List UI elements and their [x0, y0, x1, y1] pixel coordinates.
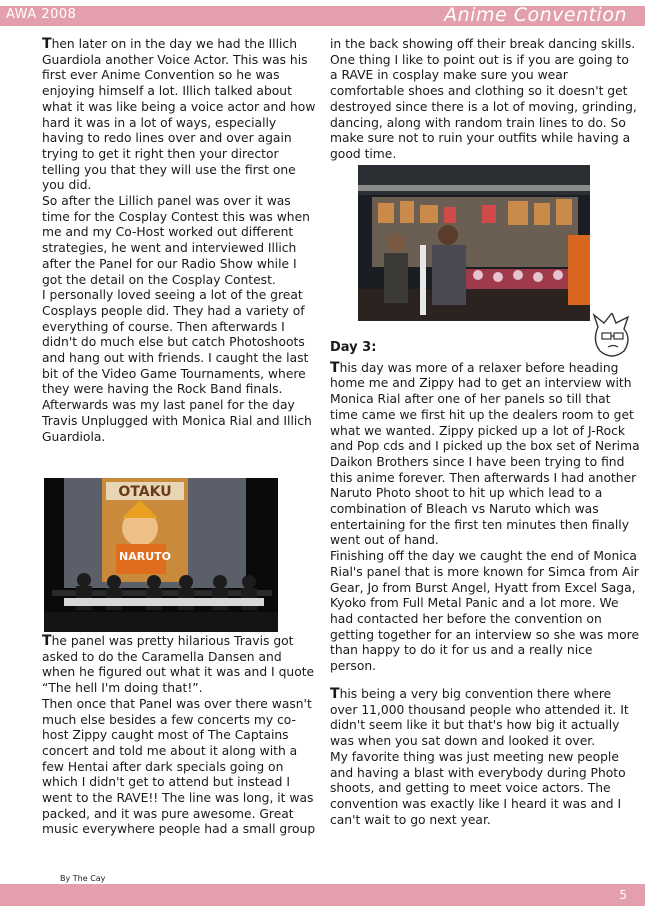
left-column-text: [42, 37, 317, 445]
paragraph: [42, 634, 317, 697]
footer-band: [0, 884, 645, 906]
paragraph: Finishing off the day we caught the end of Monica Rial's panel that is more known for Simca from Air Gear, Jo from Burst Angel, Hyatt from Excel Saga, Kyoko from Full Metal Panic and a lot more. We had contacted her before the convention on getting together for an interview so she was more than happy to do it for us and a really nice person.: [330, 549, 640, 674]
left-column-text-2: [42, 634, 317, 838]
chibi-face-icon: [590, 313, 636, 365]
page-number: 5: [619, 888, 627, 902]
paragraph: So after the Lillich panel was over it was time for the Cosplay Contest this was when me and my Co-Host worked out different strategies, he went and interviewed Illich after the Panel for our Radio Show while I got the detail on the Cosplay Contest.: [42, 194, 310, 287]
right-column-text: [330, 37, 640, 163]
drop-letter: T: [42, 633, 52, 649]
paragraph: I personally loved seeing a lot of the great Cosplays people did. They had a variety of everything of course. Then afterwards I didn't do much else but catch Photoshoots and hang out with friends. I caught the last bit of the Video Game Tournaments, where they were having the Rock Band finals. Afterwards was my last panel for the day Travis Unplugged with Monica Rial and Illich Guardiola.: [42, 288, 312, 444]
byline: By The Cay: [60, 874, 106, 883]
day3-heading: Day 3:: [330, 340, 377, 355]
paragraph: Then once that Panel was over there wasn't much else besides a few concerts my co-host Zippy caught most of The Captains concert and told me about it along with a few Hentai after dark specials going on which I didn't get to attend but instead I went to the RAVE!! The line was long, it was packed, and it was pure awesome. Great music everywhere people had a small group: [42, 696, 316, 837]
screen-word: NARUTO: [119, 550, 171, 563]
paragraph-rest: his being a very big convention there where over 11,000 thousand people who attended it. It didn't seem like it but that's how big it actually was when you sat down and looked it over.: [330, 687, 629, 749]
paragraph-rest: he panel was pretty hilarious Travis got asked to do the Caramella Dansen and when he figured out what it was and I quote “The hell I'm doing that!”.: [42, 634, 315, 696]
magazine-label: AWA 2008: [6, 7, 77, 22]
panel-photo: [44, 478, 278, 632]
paragraph: [330, 687, 640, 750]
screen-title: OTAKU: [118, 484, 172, 500]
day3-section: [330, 340, 640, 675]
mascot-doodle: [590, 313, 636, 369]
paragraph-rest: hen later on in the day we had the Illich Guardiola another Voice Actor. This was his first ever Anime Convention so he was enjoying himself a lot. Illich talked about what it was like being a voice actor and how hard it was in a lot of ways, especially having to redo lines over and over again trying to get it right then your director telling you that they will use the first one you did.: [42, 37, 316, 193]
closing-section: [330, 687, 640, 828]
section-title: Anime Convention: [444, 4, 627, 26]
dealers-room-photo: [358, 165, 590, 321]
paragraph: [42, 37, 317, 194]
paragraph: in the back showing off their break dancing skills. One thing I like to point out is if you are going to a RAVE in cosplay make sure you wear comfortable shoes and clothing so it doesn't get destroyed since there is a lot of moving, grinding, dancing, along with random train lines to do. So make sure not to ruin your outfits while having a good time.: [330, 37, 637, 161]
dealers-room-image: [358, 165, 590, 321]
paragraph: [330, 361, 640, 549]
drop-letter: T: [330, 359, 340, 376]
panel-photo-image: [44, 478, 278, 632]
drop-letter: T: [330, 686, 340, 702]
drop-letter: T: [42, 36, 52, 52]
header-band: [0, 6, 645, 26]
paragraph: My favorite thing was just meeting new people and having a blast with everybody during Photo shoots, and getting to meet voice actors. The convention was exactly like I heard it was and I can't wait to go next year.: [330, 749, 626, 827]
paragraph-rest: his day was more of a relaxer before heading home me and Zippy had to get an interview with Monica Rial after one of her panels so till that time came we first hit up the dealers room to get what we wanted. Zippy picked up a lot of J-Rock and Pop cds and I picked up the box set of Nerima Daikon Brothers since I have been trying to find this anime forever. Then afterwards I had another Naruto Photo shoot to hit up which lead to a combination of Bleach vs Naruto which was entertaining for the first ten minutes then finally went out of hand.: [330, 360, 640, 548]
